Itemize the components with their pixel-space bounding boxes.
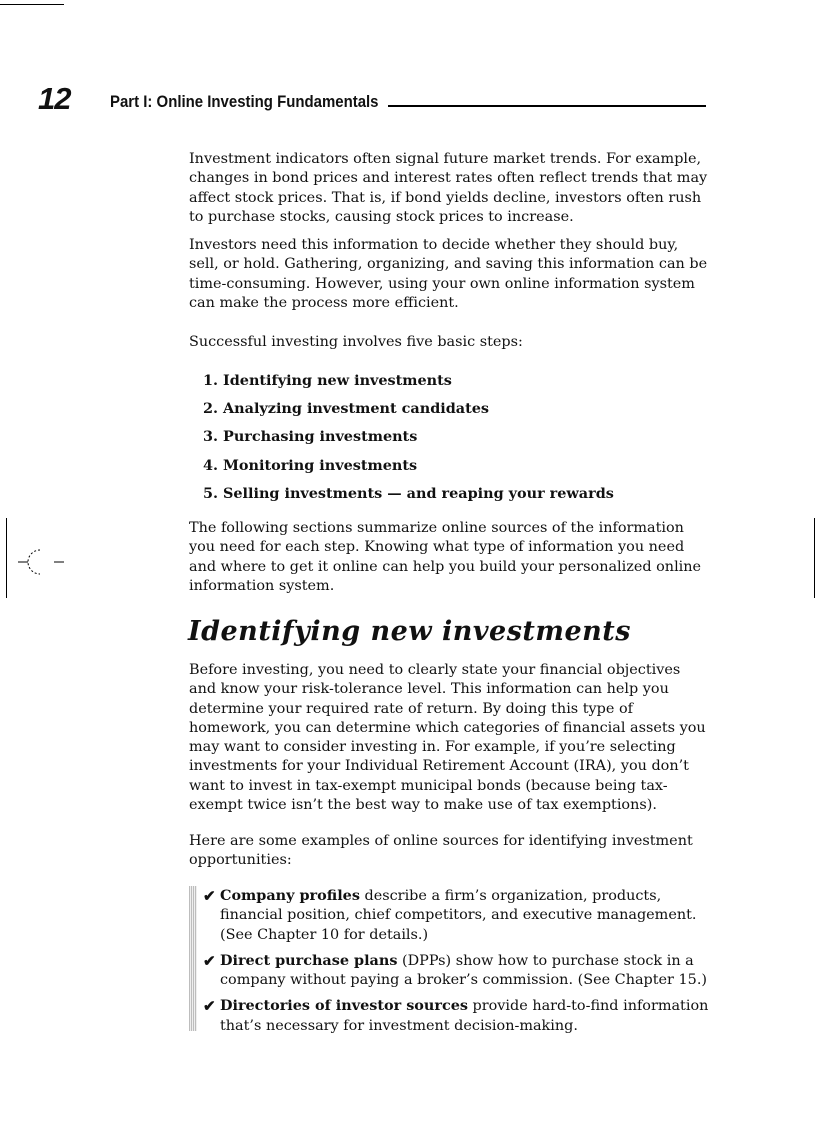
check-icon: ✔ [203, 887, 216, 905]
section-heading: Identifying new investments [188, 616, 631, 647]
part-title: Part I: Online Investing Fundamentals [110, 92, 379, 111]
list-item: 1. Identifying new investments [203, 372, 452, 389]
list-item: ✔ Directories of investor sources provide hard-to-find information that’s necessary for investment decision-making. [203, 997, 709, 1034]
header-rule [388, 105, 706, 107]
page-number: 12 [38, 81, 71, 116]
running-header [38, 81, 708, 116]
list-margin-bar [189, 886, 197, 1031]
corner-rule [0, 4, 64, 5]
list-item: 5. Selling investments — and reaping your rewards [203, 484, 614, 502]
list-item: ✔ Direct purchase plans (DPPs) show how to purchase stock in a company without paying a broker’s commission. (See Chapter 15.) [203, 951, 708, 989]
check-icon: ✔ [203, 997, 216, 1016]
paragraph-4: The following sections summarize online sources of the information you need for each step. Knowing what type of information you need and where to get it online can help you build your personalized online information system. [189, 520, 702, 594]
check-icon: ✔ [203, 951, 216, 970]
paragraph-5: Before investing, you need to clearly state your financial objectives and know your risk-tolerance level. This information can help you determine your required rate of return. By doing this type of homework, you can determine which categories of financial assets you may want to consider investing in. For example, if you’re selecting investments for your Individual Retirement Account (IRA), you don’t want to invest in tax-exempt municipal bonds (because being tax-exempt twice isn’t the best way to make use of tax exemptions). [189, 662, 706, 814]
paragraph-2: Investors need this information to decide whether they should buy, sell, or hold. Gathering, organizing, and saving this information can be time-consuming. However, using your own online information system can make the process more efficient. [189, 237, 708, 311]
list-item: ✔ Company profiles describe a firm’s organization, products, financial position, chief competitors, and executive management. (See Chapter 10 for details.) [203, 887, 697, 943]
list-item: 3. Purchasing investments [203, 428, 418, 446]
steps-list [203, 371, 614, 512]
list-item: 4. Monitoring investments [203, 456, 418, 474]
paragraph-3: Successful investing involves five basic steps: [189, 334, 523, 350]
list-item: 2. Analyzing investment candidates [203, 400, 490, 418]
paragraph-1: Investment indicators often signal future market trends. For example, changes in bond prices and interest rates often reflect trends that may affect stock prices. That is, if bond yields decline, investors often rush to purchase stocks, causing stock prices to increase. [189, 151, 708, 225]
paragraph-6: Here are some examples of online sources for identifying investment opportunities: [189, 833, 693, 869]
sources-list [203, 886, 713, 1042]
right-margin-rule [814, 518, 815, 598]
crop-mark-icon [18, 548, 64, 576]
left-margin-rule [6, 518, 7, 598]
